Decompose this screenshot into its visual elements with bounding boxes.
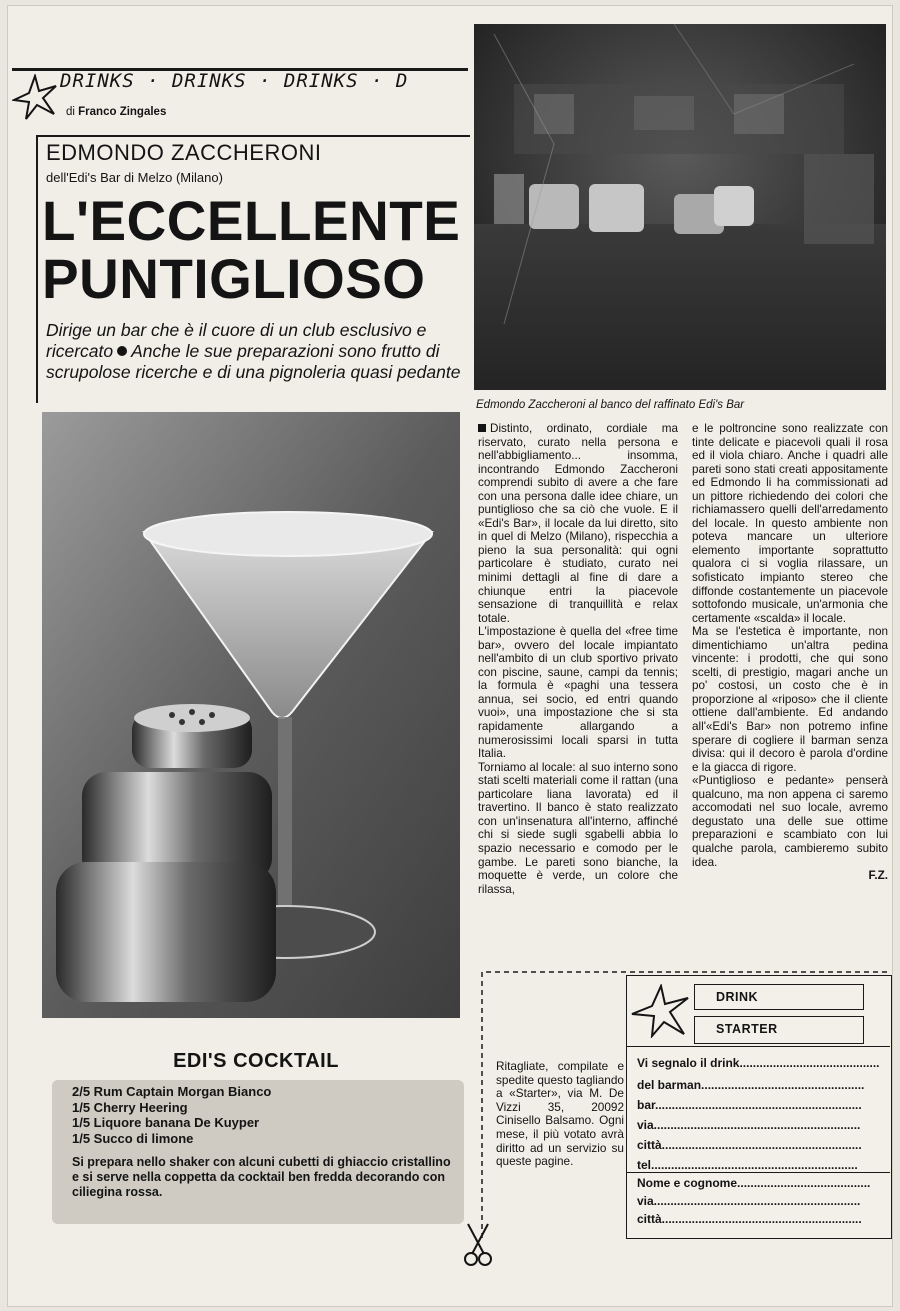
- headline: L'ECCELLENTE PUNTIGLIOSO: [42, 189, 461, 310]
- bar-interior-photo: [474, 24, 886, 390]
- body-column-1: [478, 422, 678, 896]
- ingredient-item: 1/5 Cherry Heering: [72, 1099, 188, 1115]
- starter-label: STARTER: [716, 1022, 778, 1036]
- body-paragraph: Ma se l'estetica è importante, non dimentichiamo un'altra pedina vincente: i prodotti, che qui sono scelti, di prestigio, magari anche un po' costosi, un costo che è in proporzione al «riposo» che il cliente ottiene dall'ambiente. Ed andando all'«Edi's Bar» non potremo infine sperare di cogliere il barman senza divisa: qui il decoro è parola d'ordine e la giacca di rigore.: [692, 625, 888, 774]
- body-paragraph: L'impostazione è quella del «free time bar», ovvero del locale impiantato nell'ambito di un club sportivo privato con piscine, saune, campi da tennis; la formula è «paghi una tessera annua, sei socio, ed entri quando vuoi», una impostazione che si sta rapidamente allargando a numerosissimi locali sparsi in tutta Italia.: [478, 625, 678, 761]
- field-sender-city[interactable]: città............................................................: [637, 1212, 862, 1226]
- scissors-icon: [462, 1222, 494, 1268]
- cocktail-photo: [42, 412, 460, 1018]
- coupon-instructions: Ritagliate, compilate e spedite questo tagliando a «Starter», via M. De Vizzi 35, 20092 Cinisello Balsamo. Ogni mese, il più votato avrà diritto ad un servizio su queste pagine.: [496, 1059, 624, 1169]
- field-barman[interactable]: del barman.................................................: [637, 1078, 865, 1092]
- cocktail-glass-image: [42, 412, 460, 1018]
- field-drink[interactable]: Vi segnalo il drink..........................................: [637, 1056, 880, 1070]
- body-paragraph: «Puntiglioso e pedante» penserà qualcuno, ma non appena ci saremo accomodati nel suo locale, avremo degustato una delle sue ottime preparazioni e scambiato con lui qualche parola, cambieremo subito idea.: [692, 774, 888, 869]
- field-city[interactable]: città............................................................: [637, 1138, 862, 1152]
- field-sender-street[interactable]: via..............................................................: [637, 1194, 861, 1208]
- deck-part-1: Dirige un bar che è il cuore di un club esclusivo e ricercato: [46, 320, 427, 361]
- form-divider: [626, 1172, 890, 1173]
- bar-interior-image: [474, 24, 886, 390]
- field-street[interactable]: via..............................................................: [637, 1118, 861, 1132]
- starburst-icon: [12, 74, 58, 120]
- signature: F.Z.: [868, 869, 888, 883]
- ingredient-item: 2/5 Rum Captain Morgan Bianco: [72, 1084, 272, 1099]
- drink-label: DRINK: [716, 990, 759, 1004]
- bullet-icon: [117, 346, 127, 356]
- body-paragraph: e le poltroncine sono realizzate con tinte delicate e piacevoli quali il rosa ed il viola chiaro. Anche i quadri alle pareti sono stati creati appositamente ed Edmondo li ha commissionati ad un pittore richiedendo dei colori che richiamassero quelli dell'arredamento del locale. In questo ambiente non poteva mancare un ulteriore elemento importante soprattutto qualora ci si voglia rilassare, un sofisticato impianto stereo che diffonde costantemente un piacevole sottofondo musicale, un'armonia che certamente «scalda» il locale.: [692, 422, 888, 625]
- photo-caption: Edmondo Zaccheroni al banco del raffinato Edi's Bar: [476, 399, 745, 411]
- ingredient-item: 1/5 Succo di limone: [72, 1130, 194, 1146]
- field-full-name[interactable]: Nome e cognome........................................: [637, 1176, 871, 1190]
- body-column-2: [692, 422, 888, 883]
- subject-name: EDMONDO ZACCHERONI: [46, 140, 322, 165]
- paragraph-marker-icon: [478, 424, 486, 432]
- starburst-icon: [630, 984, 692, 1038]
- field-phone[interactable]: tel..............................................................: [637, 1158, 858, 1172]
- body-paragraph: Torniamo al locale: al suo interno sono stati scelti materiali come il rattan (una particolare liana lavorata) ed il travertino. Il banco è stato realizzato con un'insenatura all'interno, affinché chi si siede sugli sgabelli abbia lo spazio necessario e comodo per le gambe. Le pareti sono bianche, la moquette è verde, un colore che rilassa,: [478, 760, 678, 896]
- ingredient-item: 1/5 Liquore banana De Kuyper: [72, 1115, 260, 1130]
- section-title: DRINKS · DRINKS · DRINKS · D: [60, 70, 409, 92]
- field-bar[interactable]: bar..............................................................: [637, 1098, 862, 1112]
- byline-prefix: di: [66, 106, 75, 118]
- byline-author: Franco Zingales: [78, 106, 167, 118]
- subject-venue: dell'Edi's Bar di Melzo (Milano): [46, 170, 223, 185]
- ingredient-list: [72, 1084, 271, 1146]
- deck: [46, 320, 466, 383]
- byline: [66, 106, 166, 118]
- body-paragraph: [478, 422, 678, 625]
- deck-part-2: Anche le sue preparazioni sono frutto di scrupolose ricerche e di una pignoleria quasi pedante: [46, 341, 461, 382]
- body-text: Distinto, ordinato, cordiale ma riservato, curato nella persona e nell'abbigliamento... insomma, incontrando Edmondo Zaccheroni comprendi subito di avere a che fare con una persona dalle idee chiare, un puntiglioso che sa ciò che vuole. E il «Edi's Bar», il locale da lui diretto, sito in quel di Melzo (Milano), rispecchia a pieno la sua personalità: qui ogni particolare è studiato, curato nei minimi dettagli al fine di dare a chiunque entri la piacevole sensazione di tranquillità e relax totale.: [478, 422, 678, 625]
- cocktail-title: EDI'S COCKTAIL: [173, 1050, 339, 1072]
- recipe-method: Si prepara nello shaker con alcuni cubetti di ghiaccio cristallino e si serve nella coppetta da cocktail ben fredda decorando con ciliegina rossa.: [72, 1155, 451, 1199]
- form-divider: [626, 1046, 890, 1047]
